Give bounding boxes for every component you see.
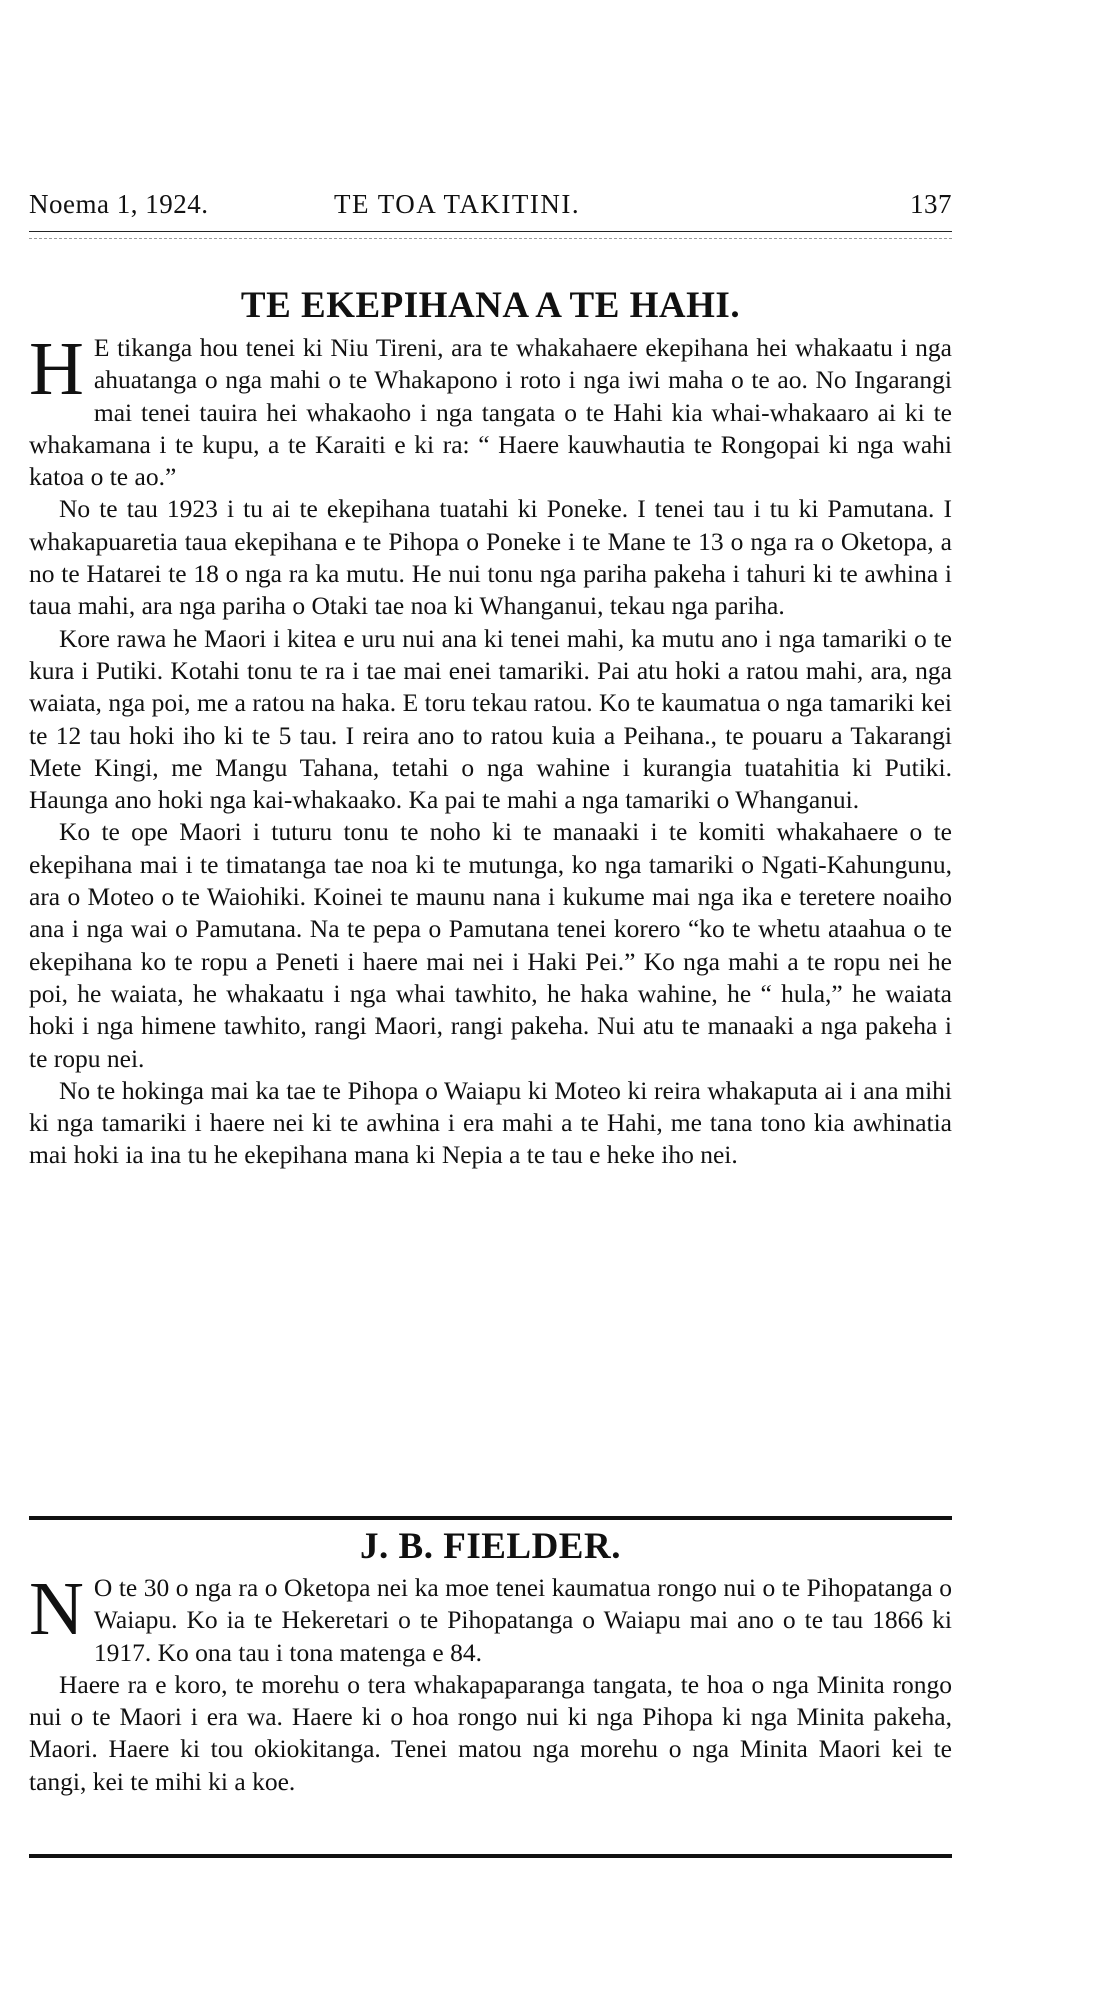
article-paragraph: Haere ra e koro, te morehu o tera whakapaparanga tangata, te hoa o nga Minita rongo nui o te Maori i era wa. Haere ki o hoa rongo nui ki nga Pihopa ki nga Minita pakeha, Maori. Haere ki tou okiokitanga. Tenei matou nga morehu o nga Minita Maori kei te tangi, kei te mihi ki a koe. (29, 1669, 952, 1796)
header-rule (29, 231, 952, 232)
article-title: TE EKEPIHANA A TE HAHI. (240, 285, 741, 326)
article-title: J. B. FIELDER. (360, 1526, 621, 1567)
newspaper-page (29, 0, 952, 2001)
article-paragraph: H E tikanga hou tenei ki Niu Tireni, ara te whakahaere ekepihana hei whakaatu i nga ahuatanga o nga mahi o te Whakapono i roto i nga iwi maha o te ao. No Ingarangi mai tenei tauira hei whakaoho i nga tangata o te Hahi kia whai-whakaaro ai ki te whakamana i te kupu, a te Karaiti e ki ra: “ Haere kauwhautia te Rongopai ki nga wahi katoa o te ao.” (29, 327, 952, 492)
bottom-rule (29, 1854, 952, 1858)
drop-cap: H (29, 327, 84, 411)
article-body (29, 327, 952, 1172)
article-paragraph: No te tau 1923 i tu ai te ekepihana tuatahi ki Poneke. I tenei tau i tu ki Pamutana. I whakapuaretia taua ekepihana e te Pihopa o Poneke i te Mane te 13 o nga ra o Oketopa, a no te Hatarei te 18 o nga ra ka mutu. He nui tonu nga pariha pakeha i tahuri ki te awhina i taua mahi, ara nga pariha o Otaki tae noa ki Whanganui, tekau nga pariha. (29, 494, 952, 621)
article-body (29, 1567, 952, 1798)
article-paragraph: Ko te ope Maori i tuturu tonu te noho ki te manaaki i te komiti whakahaere o te ekepihana mai i te timatanga tae noa ki te mutunga, ko nga tamariki o Ngati-Kahungunu, ara o Moteo o te Waiohiki. Koinei te maunu nana i kukume mai nga ika e teretere noaiho ana i nga wai o Pamutana. Na te pepa o Pamutana tenei korero “ko te whetu ataahua o te ekepihana ko te ropu a Peneti i haere mai nei i Haki Pei.” Ko nga mahi a te ropu nei he poi, he waiata, he whakaatu i nga whai tawhito, he haka wahine, he “ hula,” he waiata hoki i nga himene tawhito, rangi Maori, rangi pakeha. Nui atu te manaaki a nga pakeha i te ropu nei. (29, 817, 952, 1073)
page-number: 137 (910, 189, 952, 219)
drop-cap: N (29, 1567, 84, 1651)
article-paragraph: Kore rawa he Maori i kitea e uru nui ana ki tenei mahi, ka mutu ano i nga tamariki o te kura i Putiki. Kotahi tonu te ra i tae mai enei tamariki. Pai atu hoki a ratou mahi, ara, nga waiata, nga poi, me a ratou na haka. E toru tekau ratou. Ko te kaumatua o nga tamariki kei te 12 tau hoki iho ki te 5 tau. I reira ano to ratou kuia a Peihana., te pouaru a Takarangi Mete Kingi, me Mangu Tahana, tetahi o nga wahine i kurangia tuatahitia ki Putiki. Haunga ano hoki nga kai-whakaako. Ka pai te mahi a nga tamariki o Whanganui. (29, 623, 952, 815)
publication-title: TE TOA TAKITINI. (334, 189, 581, 219)
article-obituary (29, 1524, 952, 1798)
issue-date: Noema 1, 1924. (29, 189, 209, 219)
article-paragraph: No te hokinga mai ka tae te Pihopa o Waiapu ki Moteo ki reira whakaputa ai i ana mihi ki nga tamariki i haere nei ki te awhina i era mahi a te Hahi, me tana tono kia awhinatia mai hoki ia ina tu he ekepihana mana ki Nepia a te tau e heke iho nei. (29, 1075, 952, 1170)
article-exhibition (29, 283, 952, 1172)
header-dashed-rule (29, 238, 952, 239)
article-paragraph: N O te 30 o nga ra o Oketopa nei ka moe tenei kaumatua rongo nui o te Pihopatanga o Waiapu. Ko ia te Hekeretari o te Pihopatanga o Waiapu mai ano o te tau 1866 ki 1917. Ko ona tau i tona matenga e 84. (29, 1567, 952, 1667)
section-divider (29, 1516, 952, 1520)
running-header (29, 189, 952, 227)
